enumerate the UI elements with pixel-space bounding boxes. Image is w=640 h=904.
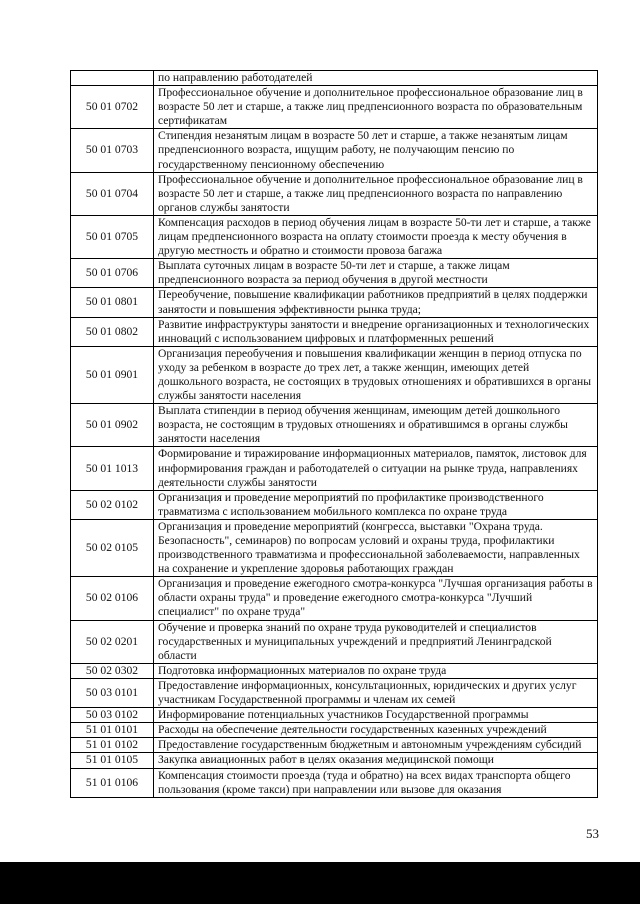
table-row	[71, 620, 598, 663]
row-code: 50 01 0801	[71, 288, 154, 317]
row-code: 50 02 0302	[71, 663, 154, 678]
row-description: Предоставление государственным бюджетным и автономным учреждениям субсидий	[154, 738, 598, 753]
page-number: 53	[586, 826, 599, 841]
table-row	[71, 490, 598, 519]
table-row	[71, 259, 598, 288]
table-row	[71, 86, 598, 129]
table-row	[71, 447, 598, 490]
row-code: 50 01 0802	[71, 317, 154, 346]
table-row	[71, 129, 598, 172]
row-code: 51 01 0101	[71, 723, 154, 738]
row-code: 50 02 0102	[71, 490, 154, 519]
table-row	[71, 738, 598, 753]
table-row	[71, 678, 598, 707]
table-row	[71, 215, 598, 258]
table-row	[71, 172, 598, 215]
table-row	[71, 346, 598, 403]
row-description: Компенсация расходов в период обучения лицам в возрасте 50-ти лет и старше, а также лицам предпенсионного возраста на оплату стоимости проезда к месту обучения в другую местность и обратно и стоимости провоза багажа	[154, 215, 598, 258]
table-body	[71, 71, 598, 798]
row-description: Расходы на обеспечение деятельности государственных казенных учреждений	[154, 723, 598, 738]
row-code: 50 01 0703	[71, 129, 154, 172]
row-description: Развитие инфраструктуры занятости и внедрение организационных и технологических инноваций с использованием цифровых и платформенных решений	[154, 317, 598, 346]
row-description: Подготовка информационных материалов по охране труда	[154, 663, 598, 678]
row-description: Профессиональное обучение и дополнительное профессиональное образование лиц в возрасте 50 лет и старше, а также лиц предпенсионного возраста по направлению органов службы занятости	[154, 172, 598, 215]
table-row	[71, 708, 598, 723]
row-description: Обучение и проверка знаний по охране труда руководителей и специалистов государственных и муниципальных учреждений и предприятий Ленинградской области	[154, 620, 598, 663]
row-description: Компенсация стоимости проезда (туда и обратно) на всех видах транспорта общего пользования (кроме такси) при направлении или вызове для оказания	[154, 768, 598, 797]
row-code	[71, 71, 154, 86]
table-row	[71, 768, 598, 797]
row-code: 51 01 0106	[71, 768, 154, 797]
row-code: 50 01 1013	[71, 447, 154, 490]
table-row	[71, 663, 598, 678]
row-description: по направлению работодателей	[154, 71, 598, 86]
row-description: Профессиональное обучение и дополнительное профессиональное образование лиц в возрасте 50 лет и старше, а также лиц предпенсионного возраста по образовательным сертификатам	[154, 86, 598, 129]
row-description: Выплата стипендии в период обучения женщинам, имеющим детей дошкольного возраста, не состоящим в трудовых отношениях и обратившимся в органы службы занятости населения	[154, 404, 598, 447]
row-code: 50 01 0704	[71, 172, 154, 215]
table-row	[71, 71, 598, 86]
table-row	[71, 317, 598, 346]
table-row	[71, 753, 598, 768]
row-description: Информирование потенциальных участников Государственной программы	[154, 708, 598, 723]
row-code: 50 01 0702	[71, 86, 154, 129]
row-code: 50 01 0901	[71, 346, 154, 403]
row-description: Организация и проведение мероприятий (конгресса, выставки "Охрана труда. Безопасность", семинаров) по вопросам условий и охраны труда, профилактики производственного травматизма и профессиональной заболеваемости, направленных на сохранение и укрепление здоровья работающих граждан	[154, 519, 598, 576]
row-code: 50 02 0105	[71, 519, 154, 576]
table-row	[71, 404, 598, 447]
row-description: Организация переобучения и повышения квалификации женщин в период отпуска по уходу за ребенком в возрасте до трех лет, а также женщин, имеющих детей дошкольного возраста, не состоящих в трудовых отношениях и обратившихся в органы службы занятости населения	[154, 346, 598, 403]
row-description: Выплата суточных лицам в возрасте 50-ти лет и старше, а также лицам предпенсионного возраста за период обучения в другой местности	[154, 259, 598, 288]
table-row	[71, 577, 598, 620]
row-code: 50 01 0705	[71, 215, 154, 258]
row-description: Предоставление информационных, консультационных, юридических и других услуг участникам Государственной программы и членам их семей	[154, 678, 598, 707]
row-description: Стипендия незанятым лицам в возрасте 50 лет и старше, а также незанятым лицам предпенсионного возраста, ищущим работу, не получающим пенсию по государственному пенсионному обеспечению	[154, 129, 598, 172]
row-description: Организация и проведение мероприятий по профилактике производственного травматизма с использованием мобильного комплекса по охране труда	[154, 490, 598, 519]
row-code: 50 03 0101	[71, 678, 154, 707]
row-description: Переобучение, повышение квалификации работников предприятий в целях поддержки занятости и повышения эффективности рынка труда;	[154, 288, 598, 317]
row-code: 50 02 0201	[71, 620, 154, 663]
row-code: 50 02 0106	[71, 577, 154, 620]
row-code: 50 01 0706	[71, 259, 154, 288]
row-code: 51 01 0105	[71, 753, 154, 768]
row-code: 51 01 0102	[71, 738, 154, 753]
scan-bottom-edge	[0, 862, 640, 904]
row-description: Формирование и тиражирование информационных материалов, памяток, листовок для информирования граждан и работодателей о ситуации на рынке труда, направлениях деятельности службы занятости	[154, 447, 598, 490]
row-code: 50 03 0102	[71, 708, 154, 723]
row-description: Закупка авиационных работ в целях оказания медицинской помощи	[154, 753, 598, 768]
table-row	[71, 723, 598, 738]
table-row	[71, 288, 598, 317]
row-description: Организация и проведение ежегодного смотра-конкурса "Лучшая организация работы в области охраны труда" и проведение ежегодного смотра-конкурса "Лучший специалист" по охране труда"	[154, 577, 598, 620]
row-code: 50 01 0902	[71, 404, 154, 447]
table-row	[71, 519, 598, 576]
budget-code-table	[70, 70, 598, 798]
